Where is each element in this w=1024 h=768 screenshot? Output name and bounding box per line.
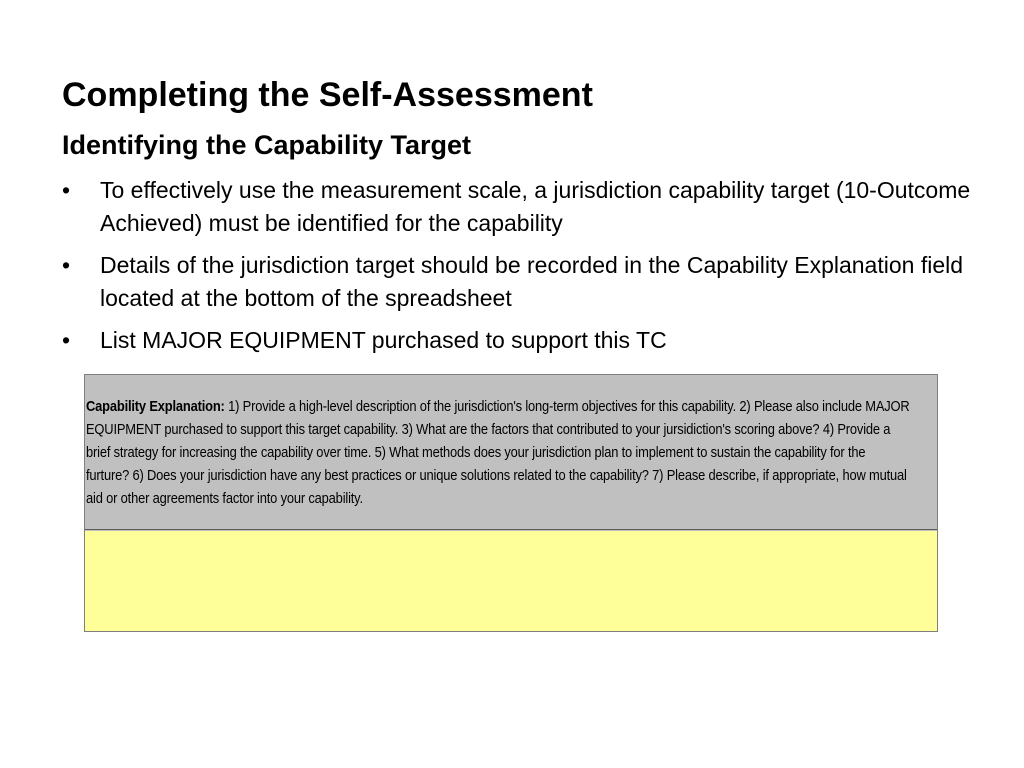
bullet-text: Details of the jurisdiction target should be recorded in the Capability Explanation field located at the bottom of the spreadsheet — [100, 252, 964, 311]
bullet-item-jurisdiction-target — [62, 249, 982, 315]
bullet-list — [62, 174, 982, 366]
capability-explanation-label: Capability Explanation: — [86, 398, 225, 415]
bullet-text: To effectively use the measurement scale, a jurisdiction capability target (10-Outcome Achieved) must be identified for the capability — [100, 177, 971, 236]
slide-title: Completing the Self-Assessment — [62, 76, 593, 114]
slide-subtitle: Identifying the Capability Target — [62, 130, 472, 160]
capability-explanation-instructions: 1) Provide a high-level description of the jurisdiction's long-term objectives for this capability. 2) Please also include MAJOR EQUIPMENT purchased to support this target capability. 3) What are the factors that contributed to your jursidiction's scoring above? 4) Provide a brief strategy for increasing the capability over time. 5) What methods does your jurisdiction plan to implement to sustain the capability for the furture? 6) Does your jurisdiction have any best practices or unique solutions related to the capability? 7) Please describe, if appropriate, how mutual aid or other agreements factor into your capability. — [86, 398, 910, 507]
bullet-marker: • — [62, 177, 71, 203]
spreadsheet-excerpt — [84, 374, 938, 632]
capability-explanation-text — [86, 395, 912, 510]
bullet-text: List MAJOR EQUIPMENT purchased to support this TC — [100, 327, 667, 353]
capability-explanation-cell — [85, 375, 937, 530]
capability-explanation-input-cell[interactable] — [85, 531, 937, 631]
bullet-item-major-equipment — [62, 324, 982, 357]
bullet-marker: • — [62, 327, 71, 353]
bullet-item-measurement-scale — [62, 174, 982, 240]
bullet-marker: • — [62, 252, 71, 278]
